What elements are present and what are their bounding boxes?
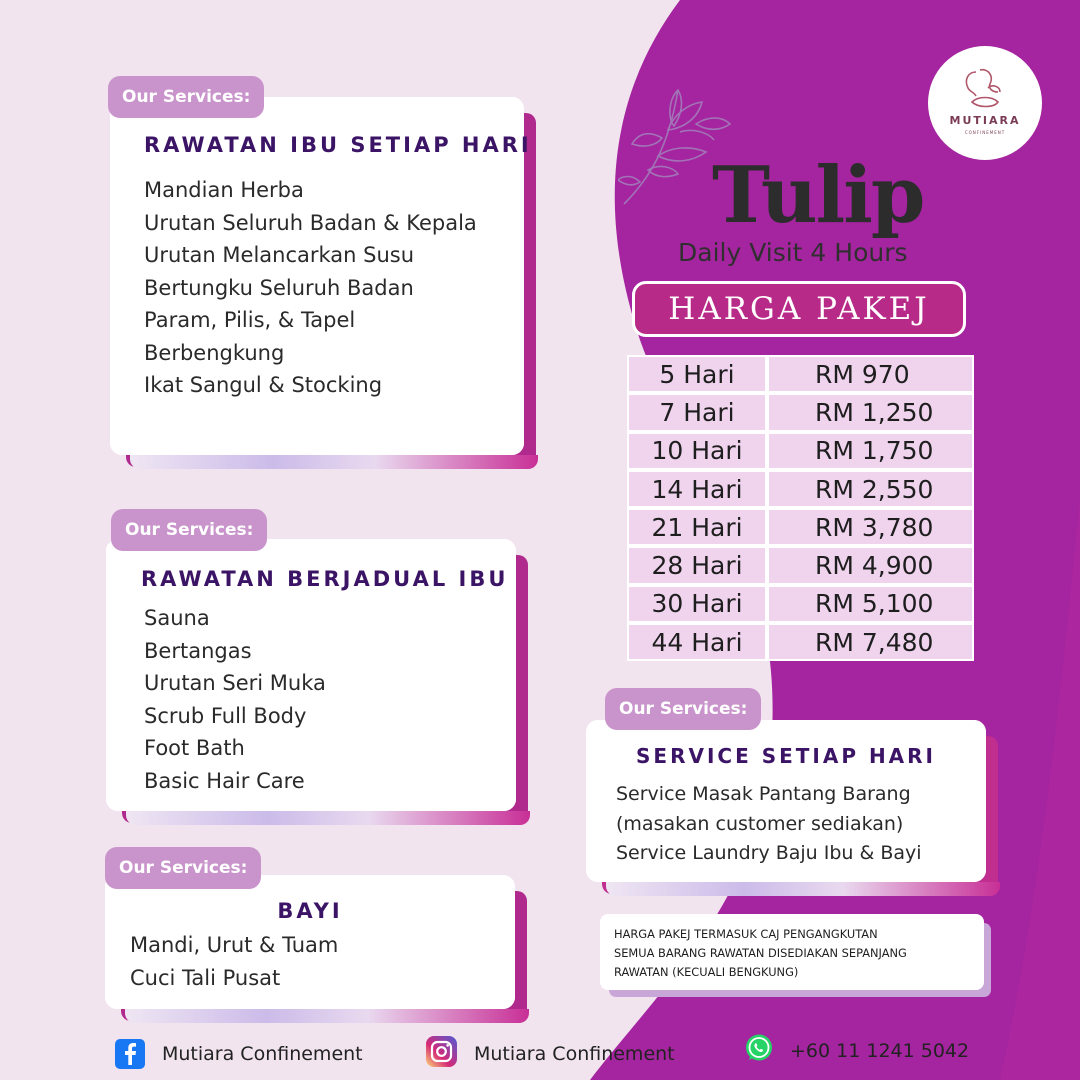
- package-name: Tulip: [712, 150, 924, 241]
- services-tag: Our Services:: [605, 688, 761, 730]
- section-title: RAWATAN IBU SETIAP HARI: [144, 133, 532, 157]
- services-tag: Our Services:: [105, 847, 261, 889]
- price-row: [627, 585, 974, 623]
- price-days: 21 Hari: [627, 508, 767, 546]
- list-item: Basic Hair Care: [144, 768, 305, 793]
- list-item: Urutan Seluruh Badan & Kepala: [144, 210, 477, 235]
- logo-sub: CONFINEMENT: [964, 130, 1006, 135]
- price-row: [627, 470, 974, 508]
- list-item: Service Masak Pantang Barang: [616, 783, 911, 805]
- list-item: Bertangas: [144, 638, 252, 663]
- price-days: 10 Hari: [627, 432, 767, 470]
- price-amount: RM 4,900: [767, 546, 974, 584]
- price-row: [627, 508, 974, 546]
- whatsapp-icon[interactable]: [744, 1033, 774, 1063]
- service-list: [130, 929, 338, 994]
- price-table: [627, 355, 974, 661]
- mother-baby-icon: [958, 66, 1012, 112]
- price-row: [627, 623, 974, 661]
- card-bayi: [105, 875, 515, 1009]
- price-days: 14 Hari: [627, 470, 767, 508]
- price-days: 30 Hari: [627, 585, 767, 623]
- whatsapp-number[interactable]: +60 11 1241 5042: [790, 1040, 970, 1062]
- price-amount: RM 7,480: [767, 623, 974, 661]
- price-row: [627, 393, 974, 431]
- card-ibu-scheduled: [106, 539, 516, 811]
- section-title: BAYI: [277, 899, 343, 923]
- list-item: Cuci Tali Pusat: [130, 965, 281, 990]
- logo-brand: MUTIARA: [949, 114, 1021, 127]
- price-header: HARGA PAKEJ: [632, 281, 966, 337]
- services-tag: Our Services:: [108, 76, 264, 118]
- package-note: [600, 914, 984, 990]
- facebook-icon[interactable]: [115, 1039, 145, 1069]
- list-item: Mandian Herba: [144, 178, 304, 202]
- logo: [928, 46, 1042, 160]
- instagram-icon[interactable]: [426, 1036, 457, 1067]
- list-item: Urutan Seri Muka: [144, 671, 326, 695]
- price-amount: RM 3,780: [767, 508, 974, 546]
- section-title: RAWATAN BERJADUAL IBU: [141, 567, 509, 591]
- list-item: Scrub Full Body: [144, 703, 307, 728]
- price-amount: RM 5,100: [767, 585, 974, 623]
- list-item: Param, Pilis, & Tapel: [144, 308, 356, 332]
- note-text: HARGA PAKEJ TERMASUK CAJ PENGANGKUTAN SEMUA BARANG RAWATAN DISEDIAKAN SEPANJANG RAWATAN (KECUALI BENGKUNG): [614, 927, 907, 979]
- list-item: Bertungku Seluruh Badan: [144, 275, 414, 300]
- card-service-daily: [586, 720, 986, 882]
- price-days: 5 Hari: [627, 355, 767, 393]
- list-item: Service Laundry Baju Ibu & Bayi: [616, 842, 922, 864]
- price-amount: RM 970: [767, 355, 974, 393]
- services-tag: Our Services:: [111, 509, 267, 551]
- price-amount: RM 1,250: [767, 393, 974, 431]
- instagram-link[interactable]: Mutiara Confinement: [474, 1043, 675, 1065]
- price-row: [627, 432, 974, 470]
- price-row: [627, 355, 974, 393]
- price-days: 44 Hari: [627, 623, 767, 661]
- list-item: Berbengkung: [144, 340, 285, 365]
- list-item: Urutan Melancarkan Susu: [144, 243, 415, 267]
- package-visit: Daily Visit 4 Hours: [678, 238, 908, 267]
- list-item: Sauna: [144, 606, 210, 630]
- list-item: Ikat Sangul & Stocking: [144, 373, 383, 397]
- card-ibu-daily: [110, 97, 532, 455]
- price-amount: RM 1,750: [767, 432, 974, 470]
- service-list: [616, 780, 922, 869]
- list-item: Mandi, Urut & Tuam: [130, 933, 339, 957]
- section-title: SERVICE SETIAP HARI: [636, 744, 936, 768]
- price-row: [627, 546, 974, 584]
- price-amount: RM 2,550: [767, 470, 974, 508]
- service-list: [144, 602, 326, 797]
- service-list: [144, 174, 477, 402]
- list-item: (masakan customer sediakan): [616, 812, 904, 835]
- price-days: 28 Hari: [627, 546, 767, 584]
- list-item: Foot Bath: [144, 736, 245, 760]
- price-days: 7 Hari: [627, 393, 767, 431]
- facebook-link[interactable]: Mutiara Confinement: [162, 1043, 363, 1065]
